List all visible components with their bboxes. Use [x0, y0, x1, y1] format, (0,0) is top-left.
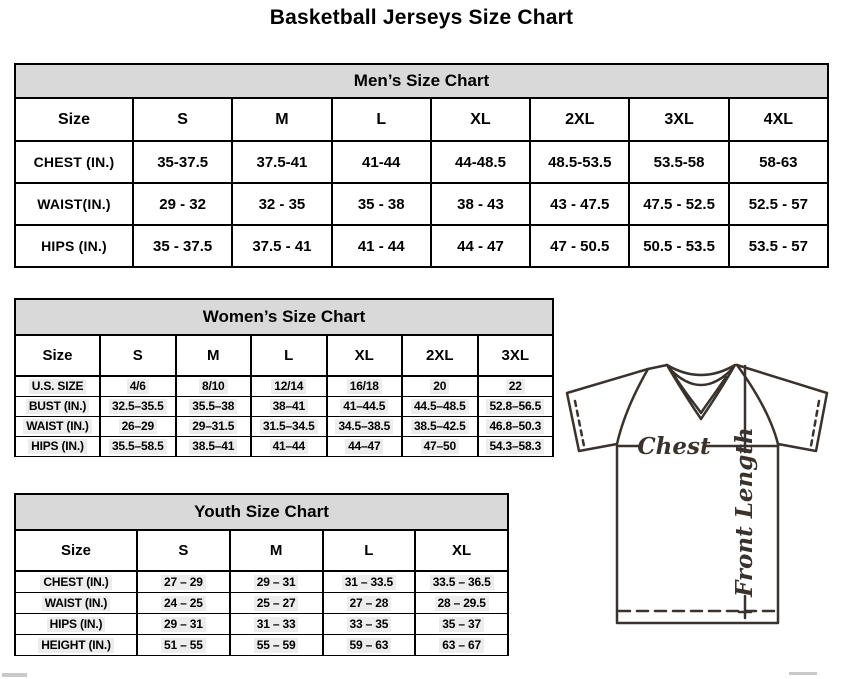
- measurement-value-cell: [323, 614, 416, 635]
- measurement-row-label: HIPS (IN.): [15, 225, 133, 267]
- measurement-value-cell: [230, 571, 323, 593]
- measurement-value-cell-text: 35 – 37: [439, 617, 484, 632]
- table-title: Youth Size Chart: [15, 494, 508, 530]
- measurement-value-cell-text: 33 – 35: [347, 617, 392, 632]
- measurement-value-cell: [230, 635, 323, 656]
- table-row: [15, 635, 508, 656]
- measurement-row-label-text: CHEST (IN.): [40, 575, 111, 590]
- size-row-label: Size: [15, 98, 133, 141]
- table-row: [15, 614, 508, 635]
- measurement-value-cell-text: 52.8–56.5: [486, 399, 544, 414]
- measurement-value-cell: 37.5 - 41: [232, 225, 331, 267]
- measurement-value-cell: [251, 437, 327, 457]
- measurement-value-cell: [323, 571, 416, 593]
- measurement-value-cell-text: 41–44.5: [340, 399, 388, 414]
- measurement-value-cell-text: 41–44: [270, 439, 308, 454]
- measurement-value-cell-text: 63 – 67: [439, 638, 484, 653]
- measurement-value-cell-text: 25 – 27: [254, 596, 299, 611]
- size-column-header: XL: [327, 335, 403, 376]
- measurement-value-cell-text: 31 – 33: [254, 617, 299, 632]
- table-row: [15, 376, 553, 397]
- size-row-label: Size: [15, 335, 100, 376]
- measurement-row-label: [15, 376, 100, 397]
- measurement-value-cell: 35 - 38: [332, 183, 431, 225]
- size-column-header: XL: [415, 530, 508, 571]
- table-title: Men’s Size Chart: [15, 64, 828, 98]
- measurement-value-cell: [478, 397, 554, 417]
- measurement-value-cell: 35 - 37.5: [133, 225, 232, 267]
- size-column-header: L: [251, 335, 327, 376]
- measurement-value-cell: 43 - 47.5: [530, 183, 629, 225]
- measurement-value-cell: [176, 437, 252, 457]
- measurement-value-cell-text: 54.3–58.3: [486, 439, 544, 454]
- measurement-row-label-text: HEIGHT (IN.): [38, 638, 114, 653]
- measurement-row-label-text: WAIST (IN.): [42, 596, 110, 611]
- measurement-value-cell-text: 28 – 29.5: [435, 596, 489, 611]
- measurement-value-cell: 41 - 44: [332, 225, 431, 267]
- measurement-value-cell-text: 26–29: [119, 419, 157, 434]
- measurement-value-cell-text: 16/18: [347, 379, 382, 394]
- measurement-value-cell: [137, 635, 230, 656]
- size-column-header: S: [137, 530, 230, 571]
- measurement-value-cell: 53.5-58: [629, 141, 728, 183]
- size-row-label: Size: [15, 530, 137, 571]
- measurement-value-cell: [402, 397, 478, 417]
- measurement-value-cell: [327, 376, 403, 397]
- measurement-value-cell-text: 12/14: [271, 379, 306, 394]
- measurement-value-cell: 41-44: [332, 141, 431, 183]
- womens-size-chart-table: [14, 298, 554, 457]
- chest-measurement-label: Chest: [637, 433, 711, 460]
- measurement-value-cell-text: 8/10: [199, 379, 228, 394]
- size-column-header: L: [332, 98, 431, 141]
- measurement-value-cell: 38 - 43: [431, 183, 530, 225]
- measurement-value-cell: 32 - 35: [232, 183, 331, 225]
- measurement-value-cell: 47.5 - 52.5: [629, 183, 728, 225]
- measurement-value-cell: 44-48.5: [431, 141, 530, 183]
- measurement-value-cell-text: 27 – 29: [161, 575, 206, 590]
- measurement-value-cell: [402, 417, 478, 437]
- measurement-value-cell-text: 29 – 31: [254, 575, 299, 590]
- measurement-value-cell-text: 59 – 63: [347, 638, 392, 653]
- measurement-value-cell: 53.5 - 57: [729, 225, 828, 267]
- youth-size-chart-table: [14, 493, 509, 656]
- size-column-header: 4XL: [729, 98, 828, 141]
- measurement-row-label: [15, 397, 100, 417]
- measurement-value-cell: [402, 376, 478, 397]
- measurement-value-cell-text: 31 – 33.5: [342, 575, 396, 590]
- measurement-row-label-text: HIPS (IN.): [47, 617, 106, 632]
- measurement-value-cell: [230, 614, 323, 635]
- table-row: [15, 225, 828, 267]
- size-column-header: L: [323, 530, 416, 571]
- measurement-value-cell-text: 44–47: [345, 439, 383, 454]
- size-column-header: 3XL: [629, 98, 728, 141]
- measurement-value-cell: 44 - 47: [431, 225, 530, 267]
- measurement-value-cell: [415, 614, 508, 635]
- measurement-row-label: [15, 635, 137, 656]
- measurement-value-cell: [402, 437, 478, 457]
- measurement-value-cell: [137, 571, 230, 593]
- size-column-header: XL: [431, 98, 530, 141]
- measurement-row-label: [15, 437, 100, 457]
- front-length-measurement-label: Front Length: [731, 427, 758, 597]
- table-row: [15, 571, 508, 593]
- measurement-value-cell: [100, 397, 176, 417]
- measurement-value-cell-text: 51 – 55: [161, 638, 206, 653]
- measurement-row-label: [15, 593, 137, 614]
- measurement-value-cell-text: 38.5–41: [189, 439, 237, 454]
- measurement-value-cell: [100, 437, 176, 457]
- measurement-value-cell-text: 44.5–48.5: [411, 399, 469, 414]
- measurement-value-cell: [230, 593, 323, 614]
- table-row: [15, 417, 553, 437]
- size-column-header: 2XL: [402, 335, 478, 376]
- measurement-row-label-text: U.S. SIZE: [29, 379, 87, 394]
- table-title: Women’s Size Chart: [15, 299, 553, 335]
- measurement-value-cell: [137, 614, 230, 635]
- measurement-value-cell-text: 38–41: [270, 399, 308, 414]
- measurement-value-cell-text: 22: [506, 379, 525, 394]
- size-column-header: S: [133, 98, 232, 141]
- table-row: [15, 437, 553, 457]
- size-column-header: M: [232, 98, 331, 141]
- size-column-header: 2XL: [530, 98, 629, 141]
- measurement-value-cell: [176, 376, 252, 397]
- measurement-row-label: [15, 571, 137, 593]
- measurement-value-cell: 48.5-53.5: [530, 141, 629, 183]
- measurement-value-cell-text: 29 – 31: [161, 617, 206, 632]
- measurement-value-cell: [327, 417, 403, 437]
- measurement-value-cell: [251, 397, 327, 417]
- page-title: Basketball Jerseys Size Chart: [269, 6, 574, 29]
- measurement-value-cell-text: 31.5–34.5: [260, 419, 318, 434]
- measurement-value-cell: [251, 376, 327, 397]
- size-column-header: S: [100, 335, 176, 376]
- measurement-value-cell-text: 20: [430, 379, 449, 394]
- measurement-value-cell: [415, 593, 508, 614]
- measurement-value-cell-text: 32.5–35.5: [109, 399, 167, 414]
- measurement-value-cell: 37.5-41: [232, 141, 331, 183]
- measurement-value-cell: [323, 593, 416, 614]
- measurement-value-cell: 29 - 32: [133, 183, 232, 225]
- measurement-value-cell: [478, 417, 554, 437]
- measurement-value-cell-text: 46.8–50.3: [486, 419, 544, 434]
- measurement-value-cell-text: 24 – 25: [161, 596, 206, 611]
- measurement-row-label: WAIST(IN.): [15, 183, 133, 225]
- measurement-value-cell: [327, 437, 403, 457]
- measurement-value-cell: [100, 376, 176, 397]
- measurement-value-cell: [327, 397, 403, 417]
- measurement-row-label-text: HIPS (IN.): [28, 439, 87, 454]
- size-column-header: M: [230, 530, 323, 571]
- measurement-value-cell-text: 35.5–58.5: [109, 439, 167, 454]
- measurement-value-cell: [478, 376, 554, 397]
- measurement-value-cell-text: 27 – 28: [347, 596, 392, 611]
- measurement-value-cell: 52.5 - 57: [729, 183, 828, 225]
- table-row: [15, 141, 828, 183]
- table-row: [15, 183, 828, 225]
- table-row: [15, 593, 508, 614]
- measurement-value-cell: [415, 571, 508, 593]
- measurement-value-cell: [176, 417, 252, 437]
- page-edge-fragment-left: [2, 673, 27, 677]
- measurement-value-cell-text: 4/6: [127, 379, 149, 394]
- measurement-row-label: CHEST (IN.): [15, 141, 133, 183]
- measurement-row-label: [15, 417, 100, 437]
- measurement-value-cell: [251, 417, 327, 437]
- mens-size-chart-table: [14, 63, 829, 268]
- measurement-value-cell: [478, 437, 554, 457]
- measurement-value-cell: [415, 635, 508, 656]
- measurement-value-cell: [176, 397, 252, 417]
- jersey-outline-icon: [555, 355, 843, 647]
- measurement-row-label: [15, 614, 137, 635]
- measurement-value-cell: [323, 635, 416, 656]
- measurement-value-cell-text: 34.5–38.5: [335, 419, 393, 434]
- jersey-measurement-diagram: [555, 355, 843, 647]
- measurement-value-cell: 35-37.5: [133, 141, 232, 183]
- measurement-value-cell-text: 35.5–38: [189, 399, 237, 414]
- measurement-value-cell-text: 55 – 59: [254, 638, 299, 653]
- page-edge-fragment-right: [789, 672, 817, 675]
- measurement-value-cell: 58-63: [729, 141, 828, 183]
- measurement-value-cell: [137, 593, 230, 614]
- measurement-value-cell: [100, 417, 176, 437]
- measurement-value-cell-text: 38.5–42.5: [411, 419, 469, 434]
- measurement-value-cell-text: 47–50: [421, 439, 459, 454]
- measurement-value-cell-text: 29–31.5: [189, 419, 237, 434]
- measurement-value-cell-text: 33.5 – 36.5: [430, 575, 494, 590]
- size-column-header: 3XL: [478, 335, 554, 376]
- measurement-value-cell: 50.5 - 53.5: [629, 225, 728, 267]
- table-row: [15, 397, 553, 417]
- measurement-value-cell: 47 - 50.5: [530, 225, 629, 267]
- size-column-header: M: [176, 335, 252, 376]
- measurement-row-label-text: WAIST (IN.): [23, 419, 91, 434]
- measurement-row-label-text: BUST (IN.): [26, 399, 89, 414]
